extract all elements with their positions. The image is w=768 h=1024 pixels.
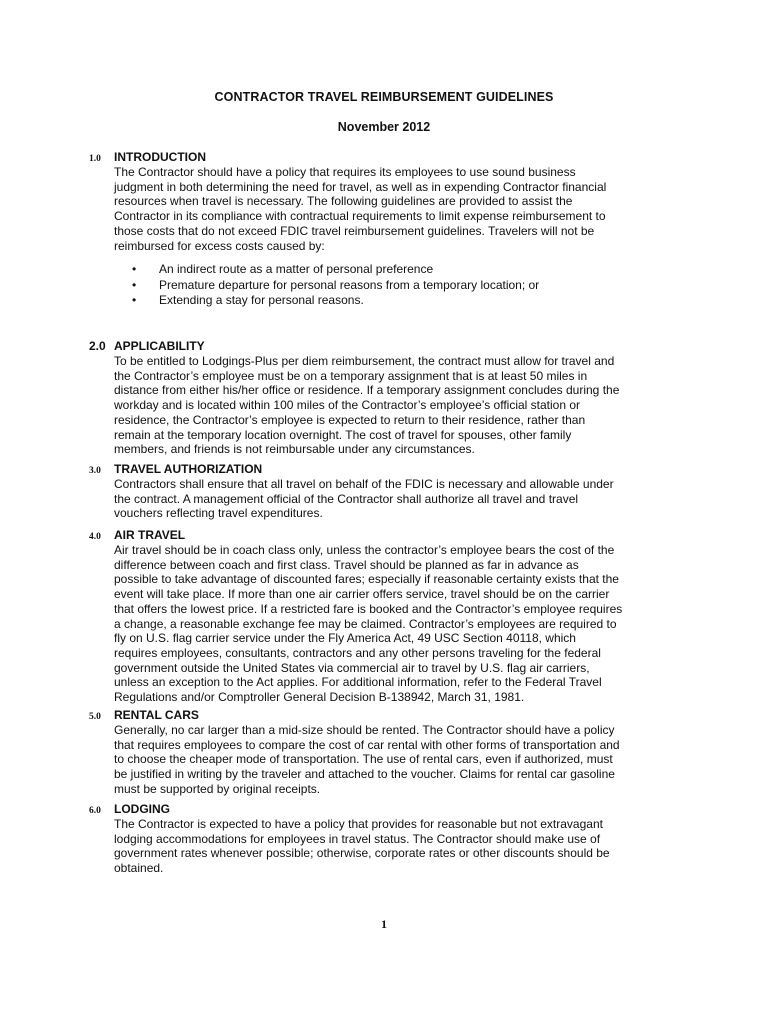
section-number: 4.0: [89, 532, 101, 542]
section-title: INTRODUCTION: [114, 150, 206, 164]
bullet-icon: •: [132, 277, 137, 292]
section-body: The Contractor is expected to have a policy that provides for reasonable but not extravagant lodging accommodations for employees in travel status. The Contractor should make use of government rates whenever possible; otherwise, corporate rates or other discounts should be obtained.: [114, 817, 610, 876]
list-item: [114, 293, 649, 309]
section-number: 1.0: [89, 154, 101, 164]
section-title: LODGING: [114, 802, 170, 816]
bullet-icon: •: [132, 262, 137, 277]
section-introduction: [89, 150, 649, 309]
section-title: RENTAL CARS: [114, 708, 199, 722]
bullet-text: Extending a stay for personal reasons.: [159, 293, 364, 308]
section-body: The Contractor should have a policy that requires its employees to use sound business judgment in both determining the need for travel, as well as in expending Contractor financial resources when travel is necessary. The following guidelines are provided to assist the Contractor in its compliance with contractual requirements to limit expense reimbursement to those costs that do not exceed FDIC travel reimbursement guidelines. Travelers will not be reimbursed for excess costs caused by:: [114, 165, 607, 253]
section-applicability: [89, 339, 649, 457]
section-number: 2.0: [89, 339, 106, 353]
bullet-text: An indirect route as a matter of personal preference: [159, 262, 434, 277]
section-title: TRAVEL AUTHORIZATION: [114, 462, 263, 476]
section-air-travel: [89, 528, 649, 705]
bullet-icon: •: [132, 293, 137, 308]
section-heading: [89, 462, 649, 477]
list-item: [114, 262, 649, 278]
document-title: CONTRACTOR TRAVEL REIMBURSEMENT GUIDELINES: [214, 90, 554, 104]
section-body: Generally, no car larger than a mid-size should be rented. The Contractor should have a policy that requires employees to compare the cost of car rental with other forms of transportation and to choose the cheaper mode of transportation. The use of rental cars, even if authorized, must be justified in writing by the traveler and attached to the voucher. Claims for rental car gasoline must be supported by original receipts.: [114, 723, 620, 796]
section-travel-authorization: [89, 462, 649, 521]
page-number: 1: [381, 917, 387, 931]
document-date: November 2012: [337, 120, 431, 134]
bullet-text: Premature departure for personal reasons from a temporary location; or: [159, 277, 540, 292]
section-heading: [89, 150, 649, 165]
section-title: APPLICABILITY: [114, 339, 205, 353]
section-heading: [89, 528, 649, 543]
section-lodging: [89, 802, 649, 876]
section-number: 5.0: [89, 712, 101, 722]
section-body: Contractors shall ensure that all travel on behalf of the FDIC is necessary and allowable under the contract. A management official of the Contractor shall authorize all travel and travel vouchers reflecting travel expenditures.: [114, 477, 614, 521]
section-heading: [89, 708, 649, 723]
bullet-list: [114, 262, 649, 309]
section-body: To be entitled to Lodgings-Plus per diem reimbursement, the contract must allow for travel and the Contractor’s employee must be on a temporary assignment that is at least 50 miles in distance from either his/her office or residence. If a temporary assignment concludes during the workday and is located within 100 miles of the Contractor’s employee’s official station or residence, the Contractor’s employee is expected to return to their residence, rather than remain at the temporary location overnight. The cost of travel for spouses, other family members, and friends is not reimbursable under any circumstances.: [114, 354, 620, 457]
section-body: Air travel should be in coach class only, unless the contractor’s employee bears the cost of the difference between coach and first class. Travel should be planned as far in advance as possible to take advantage of discounted fares; especially if reasonable certainty exists that the event will take place. If more than one air carrier offers service, travel should be on the carrier that offers the lowest price. If a restricted fare is booked and the Contractor’s employee requires a change, a reasonable exchange fee may be claimed. Contractor’s employees are required to fly on U.S. flag carrier service under the Fly America Act, 49 USC Section 40118, which requires employees, consultants, contractors and any other persons traveling for the federal government outside the United States via commercial air to travel by U.S. flag air carriers, unless an exception to the Act applies. For additional information, refer to the Federal Travel Regulations and/or Comptroller General Decision B-138942, March 31, 1981.: [114, 543, 623, 705]
section-heading: [89, 339, 649, 354]
section-number: 6.0: [89, 806, 101, 816]
section-title: AIR TRAVEL: [114, 528, 186, 542]
list-item: [114, 278, 649, 294]
section-number: 3.0: [89, 466, 101, 476]
section-heading: [89, 802, 649, 817]
section-rental-cars: [89, 708, 649, 797]
